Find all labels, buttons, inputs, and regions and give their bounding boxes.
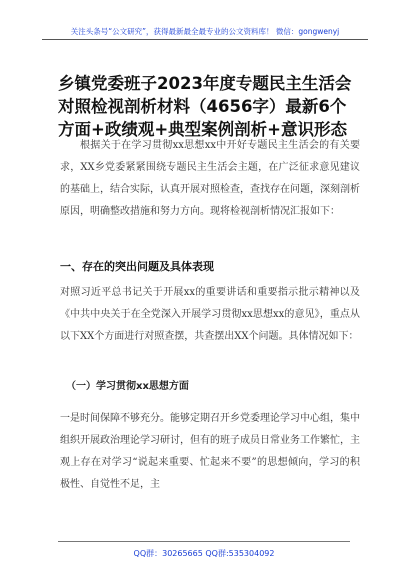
section-paragraph: 对照习近平总书记关于开展xx的重要讲话和重要指示批示精神以及《中共中央关于在全党深入开展学习贯彻xx思想xx的意见》，重点从以下XX个方面进行对照查摆，共查摆出XX个问题。具体情况如下： [60, 287, 360, 342]
subsection-heading: （一）学习贯彻xx思想方面 [66, 381, 189, 392]
document-title: 乡镇党委班子2023年度专题民主生活会对照检视剖析材料（4656字）最新6个方面+政绩观+典型案例剖析+意识形态 [58, 74, 352, 139]
intro-paragraph: 根据关于在学习贯彻xx思想xx中开好专题民主生活会的有关要求，XX乡党委紧紧围绕专题民主生活会主题，在广泛征求意见建议的基础上，结合实际，认真开展对照检查，查找存在问题，深刻剖析原因，明确整改措施和努力方向。现将检视剖析情况汇报如下： [60, 140, 360, 217]
footer-contact: QQ群：30265665 QQ群:535304092 [133, 549, 275, 558]
section-heading: 一、存在的突出问题及具体表现 [60, 260, 214, 273]
subsection-paragraph: 一是时间保障不够充分。能够定期召开乡党委理论学习中心组，集中组织开展政治理论学习研讨，但有的班子成员日常业务工作繁忙，主观上存在对学习“说起来重要、忙起来不要”的思想倾向，学习的积极性、自觉性不足，主 [60, 413, 360, 490]
footer-divider [58, 541, 350, 542]
top-banner: 关注头条号“公文研究”，获得最新最全最专业的公文资料库！ 微信：gongwenyj [42, 25, 368, 40]
